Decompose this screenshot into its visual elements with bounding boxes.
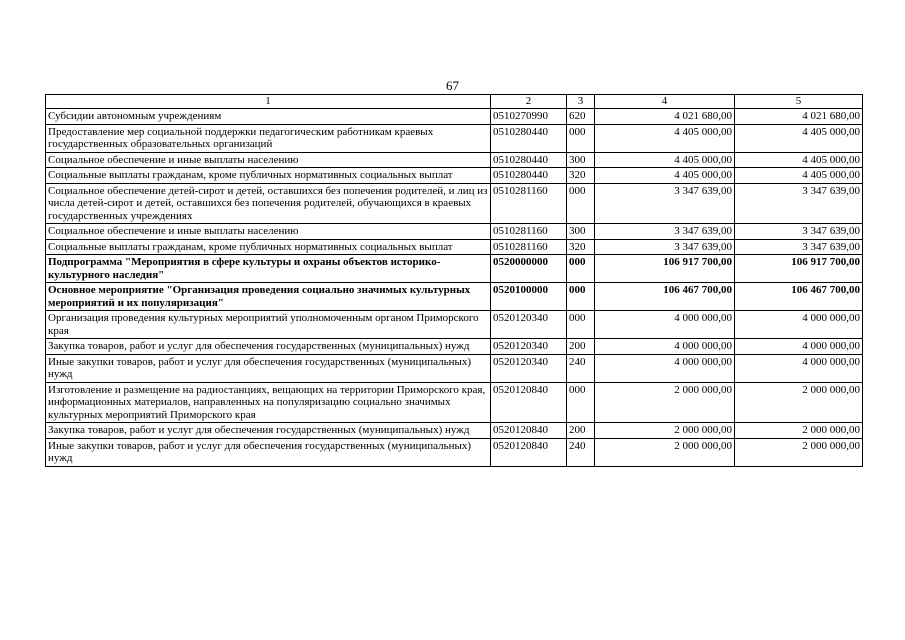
row-name-cell: Социальное обеспечение и иные выплаты населению — [46, 224, 491, 240]
column-header-5: 5 — [735, 95, 863, 109]
row-value-col4-cell: 2 000 000,00 — [595, 423, 735, 439]
table-row — [46, 152, 863, 168]
row-value-col4-cell: 3 347 639,00 — [595, 224, 735, 240]
row-name-cell: Иные закупки товаров, работ и услуг для обеспечения государственных (муниципальных) нужд — [46, 354, 491, 382]
row-name-cell: Социальное обеспечение и иные выплаты населению — [46, 152, 491, 168]
table-row — [46, 438, 863, 466]
row-value-col4-cell: 2 000 000,00 — [595, 382, 735, 423]
row-value-col5-cell: 4 405 000,00 — [735, 124, 863, 152]
row-value-col4-cell: 3 347 639,00 — [595, 239, 735, 255]
row-value-col5-cell: 4 000 000,00 — [735, 339, 863, 355]
row-value-col4-cell: 106 467 700,00 — [595, 283, 735, 311]
row-code-cell: 0520120340 — [491, 311, 567, 339]
row-code-cell: 0510280440 — [491, 168, 567, 184]
table-row — [46, 339, 863, 355]
row-code-cell: 0520120340 — [491, 339, 567, 355]
page-number: 67 — [446, 78, 459, 93]
row-name-cell: Закупка товаров, работ и услуг для обеспечения государственных (муниципальных) нужд — [46, 339, 491, 355]
row-name-cell: Закупка товаров, работ и услуг для обеспечения государственных (муниципальных) нужд — [46, 423, 491, 439]
row-type-cell: 240 — [567, 438, 595, 466]
table-row — [46, 311, 863, 339]
row-type-cell: 300 — [567, 152, 595, 168]
row-code-cell: 0520120840 — [491, 382, 567, 423]
row-name-cell: Социальные выплаты гражданам, кроме публичных нормативных социальных выплат — [46, 239, 491, 255]
table-row — [46, 255, 863, 283]
row-name-cell: Субсидии автономным учреждениям — [46, 109, 491, 125]
row-value-col5-cell: 2 000 000,00 — [735, 382, 863, 423]
row-code-cell: 0520120840 — [491, 438, 567, 466]
column-header-3: 3 — [567, 95, 595, 109]
row-value-col4-cell: 4 000 000,00 — [595, 311, 735, 339]
row-code-cell: 0520000000 — [491, 255, 567, 283]
row-code-cell: 0520120840 — [491, 423, 567, 439]
table-row — [46, 109, 863, 125]
row-type-cell: 320 — [567, 168, 595, 184]
row-type-cell: 000 — [567, 183, 595, 224]
row-value-col5-cell: 4 000 000,00 — [735, 354, 863, 382]
row-value-col5-cell: 2 000 000,00 — [735, 438, 863, 466]
row-name-cell: Организация проведения культурных мероприятий уполномоченным органом Приморского края — [46, 311, 491, 339]
row-code-cell: 0510270990 — [491, 109, 567, 125]
row-value-col5-cell: 3 347 639,00 — [735, 183, 863, 224]
table-body — [46, 109, 863, 467]
row-name-cell: Изготовление и размещение на радиостанциях, вещающих на территории Приморского края, информационных материалов, направленных на популяризацию социально значимых культурных мероприятий Приморского края — [46, 382, 491, 423]
column-header-1: 1 — [46, 95, 491, 109]
row-value-col5-cell: 106 917 700,00 — [735, 255, 863, 283]
row-name-cell: Иные закупки товаров, работ и услуг для обеспечения государственных (муниципальных) нужд — [46, 438, 491, 466]
row-value-col4-cell: 4 000 000,00 — [595, 339, 735, 355]
table-row — [46, 382, 863, 423]
row-value-col4-cell: 4 000 000,00 — [595, 354, 735, 382]
budget-table — [45, 94, 863, 467]
row-value-col5-cell: 106 467 700,00 — [735, 283, 863, 311]
row-value-col4-cell: 4 021 680,00 — [595, 109, 735, 125]
table-row — [46, 224, 863, 240]
row-value-col5-cell: 4 000 000,00 — [735, 311, 863, 339]
row-value-col4-cell: 4 405 000,00 — [595, 152, 735, 168]
row-value-col5-cell: 3 347 639,00 — [735, 224, 863, 240]
row-value-col4-cell: 3 347 639,00 — [595, 183, 735, 224]
row-type-cell: 240 — [567, 354, 595, 382]
row-code-cell: 0510281160 — [491, 183, 567, 224]
column-header-4: 4 — [595, 95, 735, 109]
table-row — [46, 124, 863, 152]
row-type-cell: 000 — [567, 382, 595, 423]
row-type-cell: 620 — [567, 109, 595, 125]
row-value-col5-cell: 4 405 000,00 — [735, 152, 863, 168]
row-code-cell: 0510280440 — [491, 124, 567, 152]
row-code-cell: 0510281160 — [491, 239, 567, 255]
row-value-col4-cell: 4 405 000,00 — [595, 168, 735, 184]
table-header-row — [46, 95, 863, 109]
table-row — [46, 168, 863, 184]
row-name-cell: Основное мероприятие "Организация проведения социально значимых культурных мероприятий и их популяризация" — [46, 283, 491, 311]
row-type-cell: 300 — [567, 224, 595, 240]
row-name-cell: Социальное обеспечение детей-сирот и детей, оставшихся без попечения родителей, и лиц из числа детей-сирот и детей, оставшихся без попечения родителей, обучающихся в краевых государственных учреждениях — [46, 183, 491, 224]
table-row — [46, 239, 863, 255]
row-code-cell: 0520120340 — [491, 354, 567, 382]
row-value-col5-cell: 3 347 639,00 — [735, 239, 863, 255]
row-type-cell: 320 — [567, 239, 595, 255]
table-row — [46, 354, 863, 382]
row-name-cell: Социальные выплаты гражданам, кроме публичных нормативных социальных выплат — [46, 168, 491, 184]
row-code-cell: 0510281160 — [491, 224, 567, 240]
table-row — [46, 423, 863, 439]
table-row — [46, 183, 863, 224]
row-value-col4-cell: 2 000 000,00 — [595, 438, 735, 466]
row-name-cell: Подпрограмма "Мероприятия в сфере культуры и охраны объектов историко-культурного наследия" — [46, 255, 491, 283]
row-value-col5-cell: 4 405 000,00 — [735, 168, 863, 184]
row-type-cell: 200 — [567, 339, 595, 355]
row-value-col5-cell: 4 021 680,00 — [735, 109, 863, 125]
row-type-cell: 000 — [567, 311, 595, 339]
row-name-cell: Предоставление мер социальной поддержки педагогическим работникам краевых государственных образовательных организаций — [46, 124, 491, 152]
row-code-cell: 0510280440 — [491, 152, 567, 168]
table-row — [46, 283, 863, 311]
row-value-col4-cell: 106 917 700,00 — [595, 255, 735, 283]
row-type-cell: 000 — [567, 255, 595, 283]
row-value-col5-cell: 2 000 000,00 — [735, 423, 863, 439]
row-code-cell: 0520100000 — [491, 283, 567, 311]
row-type-cell: 000 — [567, 283, 595, 311]
row-value-col4-cell: 4 405 000,00 — [595, 124, 735, 152]
row-type-cell: 200 — [567, 423, 595, 439]
column-header-2: 2 — [491, 95, 567, 109]
row-type-cell: 000 — [567, 124, 595, 152]
